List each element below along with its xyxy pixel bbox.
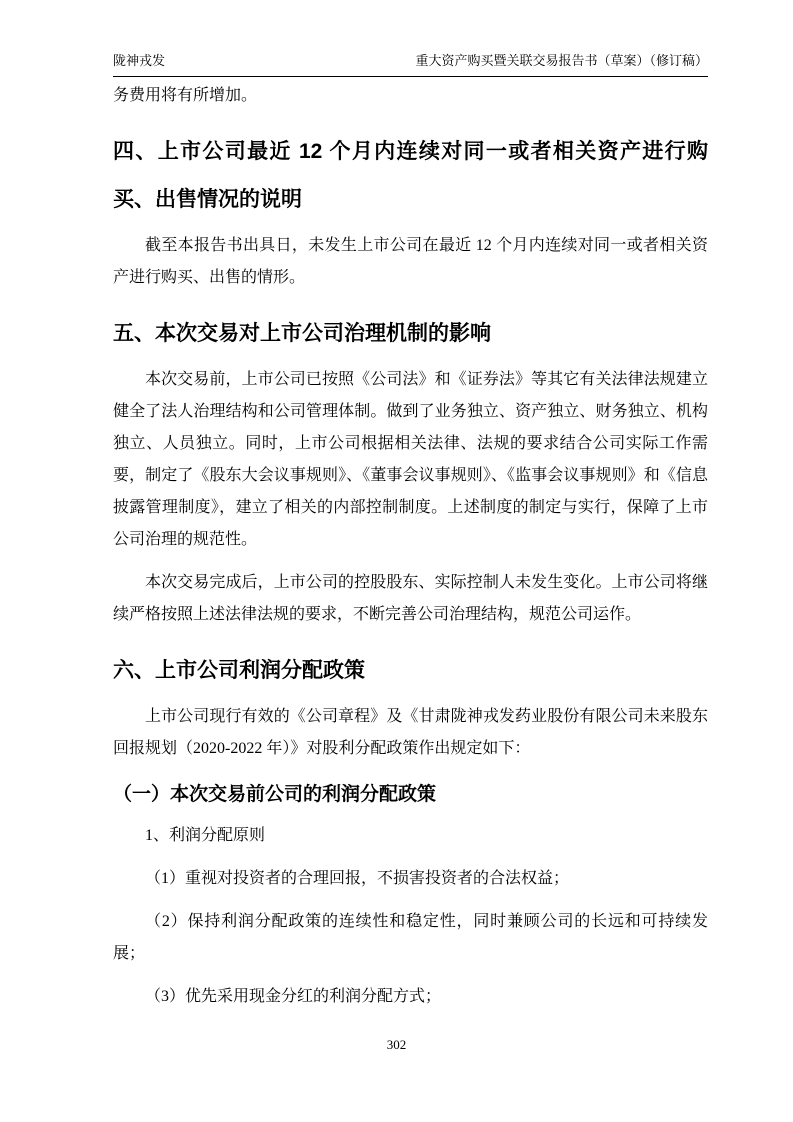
header-report-title: 重大资产购买暨关联交易报告书（草案）（修订稿） bbox=[415, 53, 708, 68]
body-paragraph-list-item-1: （1）重视对投资者的合理回报，不损害投资者的合法权益； bbox=[145, 870, 570, 887]
document-body bbox=[113, 80, 708, 1024]
section-heading-5: 五、本次交易对上市公司治理机制的影响 bbox=[113, 322, 491, 345]
body-paragraph-list-intro: 1、利润分配原则 bbox=[145, 827, 266, 844]
header-company-name: 陇神戎发 bbox=[113, 53, 166, 68]
section-heading-6: 六、上市公司利润分配政策 bbox=[113, 659, 365, 682]
page-number: 302 bbox=[386, 1037, 407, 1052]
body-paragraph: 上市公司现行有效的《公司章程》及《甘肃陇神戎发药业股份有限公司未来股东回报规划（2020-2022 年）》对股利分配政策作出规定如下： bbox=[113, 708, 708, 757]
body-paragraph: 截至本报告书出具日，未发生上市公司在最近 12 个月内连续对同一或者相关资产进行购买、出售的情形。 bbox=[113, 237, 708, 286]
body-paragraph-continuation: 务费用将有所增加。 bbox=[113, 87, 258, 104]
page-header bbox=[113, 52, 708, 77]
body-paragraph-list-item-3: （3）优先采用现金分红的利润分配方式； bbox=[145, 988, 442, 1005]
body-paragraph: 本次交易完成后，上市公司的控股股东、实际控制人未发生变化。上市公司将继续严格按照上述法律法规的要求，不断完善公司治理结构，规范公司运作。 bbox=[113, 574, 708, 623]
section-heading-4: 四、上市公司最近 12 个月内连续对同一或者相关资产进行购买、出售情况的说明 bbox=[113, 140, 708, 211]
body-paragraph-list-item-2: （2）保持利润分配政策的连续性和稳定性，同时兼顾公司的长远和可持续发展； bbox=[113, 913, 708, 962]
body-paragraph: 本次交易前，上市公司已按照《公司法》和《证券法》等其它有关法律法规建立健全了法人治理结构和公司管理体制。做到了业务独立、资产独立、财务独立、机构独立、人员独立。同时，上市公司根据相关法律、法规的要求结合公司实际工作需要，制定了《股东大会议事规则》、《董事会议事规则》、《监事会议事规则》和《信息披露管理制度》，建立了相关的内部控制制度。上述制度的制定与实行，保障了上市公司治理的规范性。 bbox=[113, 371, 708, 548]
subsection-heading-1: （一）本次交易前公司的利润分配政策 bbox=[113, 784, 437, 805]
